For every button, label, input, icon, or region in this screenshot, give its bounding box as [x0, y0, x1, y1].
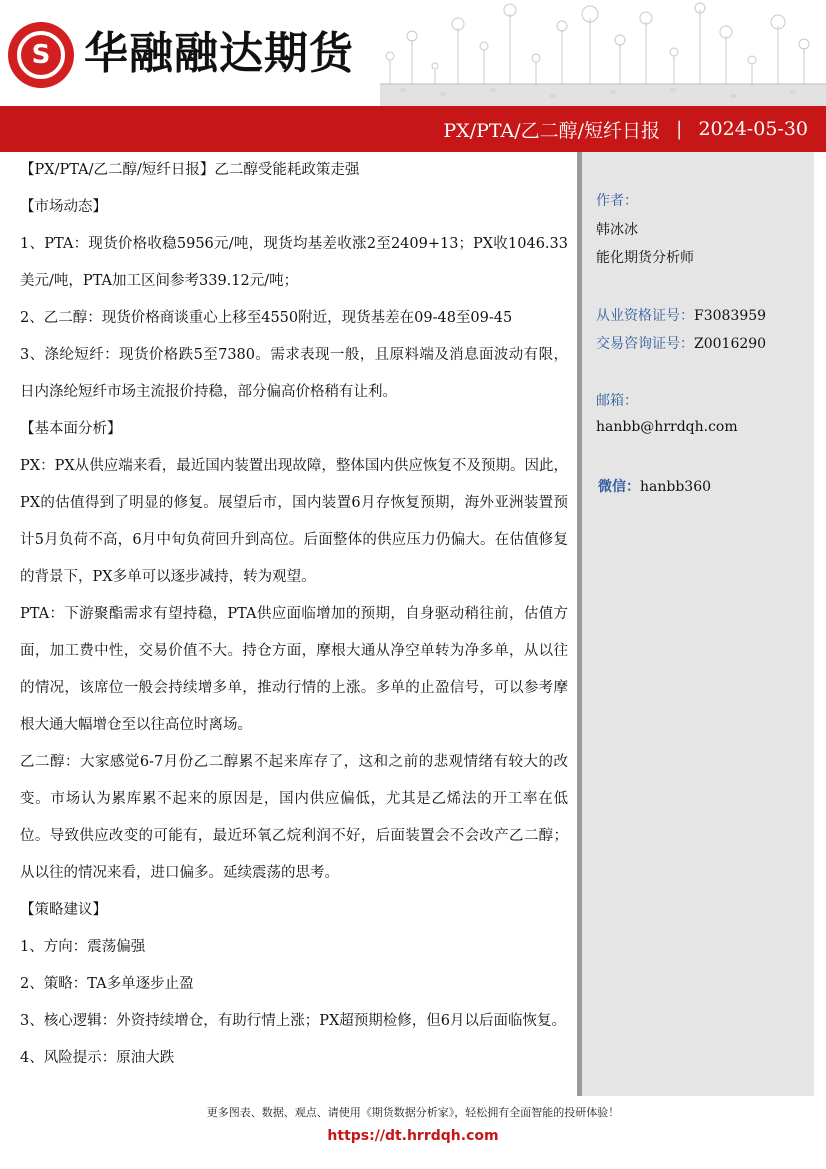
banner-separator: |: [676, 118, 683, 140]
license-value: F3083959: [694, 308, 767, 324]
section-heading-market: 【市场动态】: [20, 199, 107, 215]
consult-row: [596, 333, 766, 353]
headline: 【PX/PTA/乙二醇/短纤日报】乙二醇受能耗政策走强: [20, 162, 360, 178]
report-date: 2024-05-30: [698, 118, 808, 140]
header-decoration: [380, 0, 826, 106]
logo-glyph: S: [31, 40, 51, 70]
strategy-logic: 3、核心逻辑：外资持续增仓，有助行情上涨；PX超预期检修，但6月以后面临恢复。: [20, 1013, 567, 1029]
company-logo-icon: [8, 22, 74, 88]
author-sidebar: [577, 152, 814, 1096]
market-item-meg: 2、乙二醇：现货价格商谈重心上移至4550附近，现货基差在09-48至09-45: [20, 310, 513, 326]
consult-value: Z0016290: [694, 336, 767, 352]
company-name: 华融融达期货: [84, 28, 354, 79]
wechat-value: hanbb360: [640, 479, 712, 495]
section-heading-fundamentals: 【基本面分析】: [20, 421, 122, 437]
consult-label: 交易咨询证号：: [596, 336, 694, 352]
analysis-px: PX：PX从供应端来看，最近国内装置出现故障，整体国内供应恢复不及预期。因此，PX的估值得到了明显的修复。展望后市，国内装置6月存恢复预期，海外亚洲装置预计5月负荷不高，6月中旬负荷回升到高位。后面整体的供应压力仍偏大。在估值修复的背景下，PX多单可以逐步减持，转为观望。: [20, 458, 568, 585]
email-value[interactable]: hanbb@hrrdqh.com: [596, 419, 738, 435]
license-label: 从业资格证号：: [596, 308, 694, 324]
footer-link[interactable]: https://dt.hrrdqh.com: [327, 1128, 499, 1144]
author-label: 作者：: [596, 193, 638, 209]
title-banner: [0, 106, 826, 152]
analysis-meg: 乙二醇：大家感觉6-7月份乙二醇累不起来库存了，这和之前的悲观情绪有较大的改变。市场认为累库累不起来的原因是，国内供应偏低，尤其是乙烯法的开工率在低位。导致供应改变的可能有，最近环氧乙烷利润不好，后面装置会不会改产乙二醇；从以往的情况来看，进口偏多。延续震荡的思考。: [20, 754, 568, 881]
strategy-risk: 4、风险提示：原油大跌: [20, 1050, 175, 1066]
author-title: 能化期货分析师: [596, 250, 694, 266]
report-title: PX/PTA/乙二醇/短纤日报: [443, 119, 661, 142]
wechat-label: 微信：: [598, 479, 640, 495]
footer-note: 更多图表、数据、观点、请使用《期货数据分析家》，轻松拥有全面智能的投研体验！: [206, 1106, 620, 1119]
email-label: 邮箱：: [596, 393, 638, 409]
strategy-plan: 2、策略：TA多单逐步止盈: [20, 976, 194, 992]
author-name: 韩冰冰: [596, 222, 638, 238]
report-body: [20, 152, 568, 1096]
license-row: [596, 305, 766, 325]
section-heading-strategy: 【策略建议】: [20, 902, 107, 918]
strategy-direction: 1、方向：震荡偏强: [20, 939, 146, 955]
market-item-pta: 1、PTA：现货价格收稳5956元/吨，现货均基差收涨2至2409+13；PX收1046.33美元/吨，PTA加工区间参考339.12元/吨；: [20, 236, 568, 289]
wechat-row: [598, 476, 711, 496]
market-item-psf: 3、涤纶短纤：现货价格跌5至7380。需求表现一般，且原料端及消息面波动有限，日内涤纶短纤市场主流报价持稳，部分偏高价格稍有让利。: [20, 347, 568, 400]
page-header: [0, 0, 826, 106]
analysis-pta: PTA：下游聚酯需求有望持稳，PTA供应面临增加的预期，自身驱动稍往前，估值方面，加工费中性，交易价值不大。持仓方面，摩根大通从净空单转为净多单，从以往的情况，该席位一般会持续增多单，推动行情的上涨。多单的止盈信号，可以参考摩根大通大幅增仓至以往高位时离场。: [20, 606, 568, 733]
